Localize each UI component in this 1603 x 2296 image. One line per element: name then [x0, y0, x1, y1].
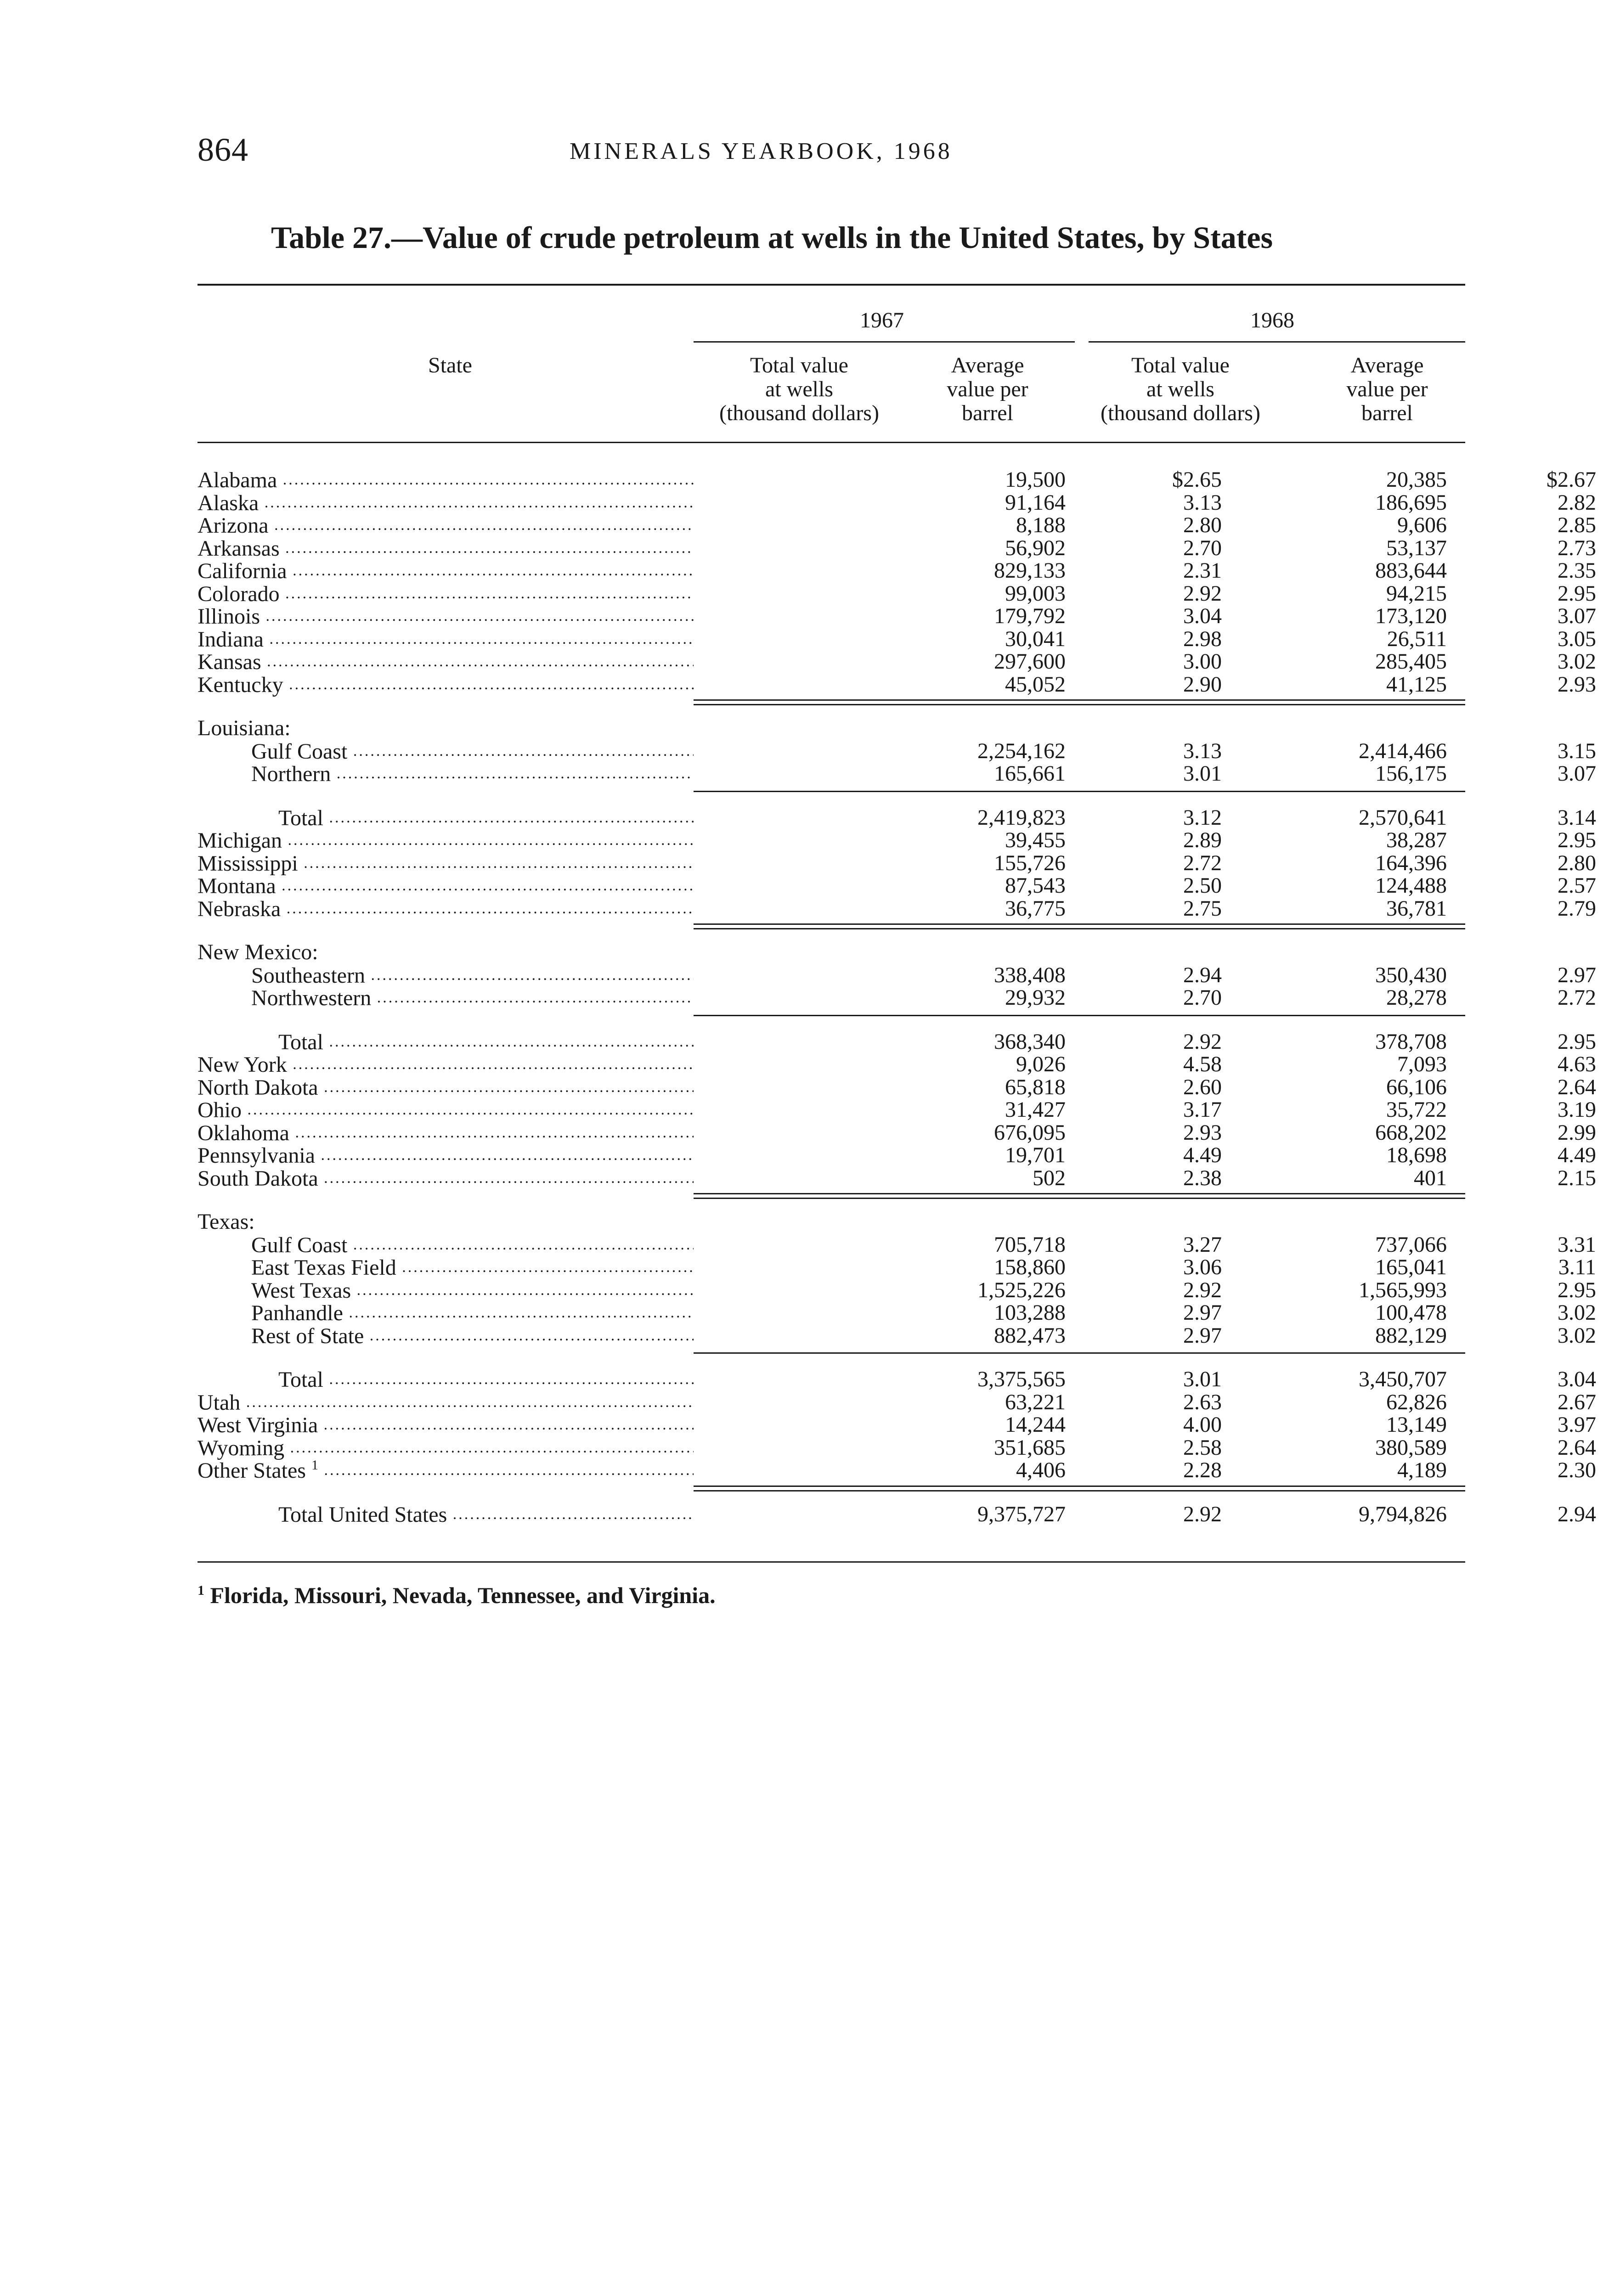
row-label [198, 964, 694, 987]
cell-value-1967: 9,375,727 [977, 1502, 1066, 1526]
table-row [198, 604, 1596, 628]
row-label [198, 1368, 694, 1391]
cell-value-1968: 737,066 [1375, 1232, 1447, 1257]
cell-value-1968: 882,129 [1375, 1323, 1447, 1348]
col-header-avg-1967: Average value per barrel [947, 353, 1028, 425]
cell-avg-1968: 2.95 [1558, 828, 1596, 852]
table-row [198, 1120, 1596, 1145]
cell-value-1968: 4,189 [1397, 1458, 1447, 1482]
cell-avg-1967: 3.04 [1183, 604, 1222, 628]
row-label-text: Nebraska [198, 897, 281, 921]
year-1967-rule [694, 341, 1075, 343]
table-bottom-rule [198, 1561, 1465, 1563]
cell-value-1967: 9,026 [1016, 1052, 1066, 1076]
table-row [198, 761, 1596, 786]
cell-avg-1968: 3.02 [1558, 649, 1596, 674]
cell-value-1968: 66,106 [1386, 1075, 1447, 1099]
cell-avg-1968: 2.99 [1558, 1120, 1596, 1145]
row-label [198, 717, 694, 740]
cell-value-1968: 20,385 [1386, 467, 1447, 492]
cell-value-1967: 30,041 [1005, 626, 1066, 651]
row-label-text: Alabama [198, 468, 277, 492]
row-label-text: West Virginia [198, 1413, 318, 1437]
cell-value-1967: 3,375,565 [977, 1367, 1066, 1391]
cell-avg-1967: 3.17 [1183, 1097, 1222, 1122]
cell-avg-1968: 2.57 [1558, 873, 1596, 898]
cell-avg-1968: 3.07 [1558, 604, 1596, 628]
cell-avg-1967: 2.97 [1183, 1323, 1222, 1348]
cell-value-1967: 1,525,226 [977, 1277, 1066, 1302]
row-label-text: New York [198, 1053, 287, 1076]
table-total-row [198, 1029, 1596, 1054]
table-group-heading [198, 717, 1465, 740]
section-rule [694, 928, 1465, 929]
cell-value-1968: 380,589 [1375, 1435, 1447, 1460]
row-label [198, 1391, 694, 1414]
row-label [198, 897, 694, 921]
row-label [198, 1030, 694, 1054]
cell-avg-1967: 2.90 [1183, 672, 1222, 697]
row-label [198, 1167, 694, 1190]
row-label-text: Arkansas [198, 536, 280, 560]
subtotal-rule [694, 1015, 1465, 1016]
row-label [198, 1413, 694, 1437]
cell-value-1968: 9,606 [1397, 513, 1447, 537]
row-label [198, 1144, 694, 1167]
cell-avg-1968: 2.64 [1558, 1075, 1596, 1099]
cell-value-1967: 63,221 [1005, 1390, 1066, 1414]
cell-avg-1968: 3.11 [1558, 1255, 1596, 1279]
cell-avg-1967: 2.92 [1183, 1029, 1222, 1054]
cell-value-1967: 179,792 [994, 604, 1066, 628]
row-label [198, 1503, 694, 1526]
cell-value-1968: 94,215 [1386, 581, 1447, 606]
cell-value-1967: 676,095 [994, 1120, 1066, 1145]
row-label-text: New Mexico: [198, 941, 318, 964]
row-label [198, 1121, 694, 1145]
year-1967-label: 1967 [860, 308, 904, 332]
table-row [198, 581, 1596, 606]
cell-avg-1968: 2.85 [1558, 513, 1596, 537]
cell-avg-1968: 3.14 [1558, 805, 1596, 830]
cell-value-1967: 297,600 [994, 649, 1066, 674]
table-title: Table 27.—Value of crude petroleum at wells in the United States, by States [271, 220, 1273, 255]
col-header-value-1967: Total value at wells (thousand dollars) [719, 353, 879, 425]
cell-avg-1968: 2.80 [1558, 850, 1596, 875]
row-label [198, 829, 694, 852]
table-row [198, 985, 1596, 1010]
cell-value-1967: 338,408 [994, 962, 1066, 987]
row-label-text: California [198, 559, 287, 583]
cell-value-1968: 124,488 [1375, 873, 1447, 898]
table-row [198, 962, 1596, 987]
cell-value-1968: 401 [1414, 1165, 1447, 1190]
cell-value-1967: 65,818 [1005, 1075, 1066, 1099]
row-label [198, 874, 694, 898]
cell-avg-1967: 3.13 [1183, 738, 1222, 763]
row-label-text: Kansas [198, 650, 261, 674]
row-label-text: Montana [198, 874, 276, 898]
cell-avg-1968: 3.07 [1558, 761, 1596, 786]
cell-value-1967: 158,860 [994, 1255, 1066, 1279]
row-label [198, 537, 694, 560]
section-rule [694, 704, 1465, 705]
row-label-text: Colorado [198, 582, 280, 606]
table-row [198, 626, 1596, 651]
cell-avg-1968: 3.15 [1558, 738, 1596, 763]
section-rule [694, 1193, 1465, 1194]
cell-avg-1968: 3.19 [1558, 1097, 1596, 1122]
cell-avg-1968: 3.02 [1558, 1323, 1596, 1348]
row-label [198, 762, 694, 786]
row-label [198, 468, 694, 492]
row-label-text: South Dakota [198, 1166, 318, 1190]
table-row [198, 1277, 1596, 1302]
row-label-text: Texas: [198, 1210, 255, 1233]
row-label-text: Northern [251, 762, 331, 786]
row-label [198, 740, 694, 763]
table-row [198, 1300, 1596, 1325]
cell-value-1968: 28,278 [1386, 985, 1447, 1010]
cell-avg-1967: 2.60 [1183, 1075, 1222, 1099]
row-label-text: Louisiana: [198, 717, 291, 740]
cell-value-1968: 883,644 [1375, 558, 1447, 583]
cell-avg-1968: 2.82 [1558, 490, 1596, 515]
cell-value-1968: 3,450,707 [1359, 1367, 1447, 1391]
cell-value-1968: 173,120 [1375, 604, 1447, 628]
cell-avg-1967: 4.00 [1183, 1412, 1222, 1437]
row-label-text: Mississippi [198, 851, 298, 875]
cell-avg-1967: 2.63 [1183, 1390, 1222, 1414]
section-rule [694, 1198, 1465, 1199]
row-label-text: Utah [198, 1390, 241, 1414]
cell-avg-1968: 3.31 [1558, 1232, 1596, 1257]
row-label-text: Total [278, 1368, 323, 1391]
footnote [198, 1582, 716, 1609]
col-header-avg-1968: Average value per barrel [1346, 353, 1428, 425]
cell-value-1968: 1,565,993 [1359, 1277, 1447, 1302]
cell-avg-1968: 4.63 [1558, 1052, 1596, 1076]
cell-value-1968: 26,511 [1387, 626, 1447, 651]
cell-value-1968: 35,722 [1386, 1097, 1447, 1122]
row-label [198, 986, 694, 1010]
cell-value-1967: 14,244 [1005, 1412, 1066, 1437]
cell-value-1968: 2,570,641 [1359, 805, 1447, 830]
cell-value-1968: 100,478 [1375, 1300, 1447, 1325]
row-label-text: Illinois [198, 605, 260, 628]
row-label-text: West Texas [251, 1278, 351, 1302]
row-footnote-marker: 1 [311, 1459, 318, 1473]
row-label [198, 1436, 694, 1460]
cell-avg-1967: 2.70 [1183, 985, 1222, 1010]
row-label [198, 605, 694, 628]
row-label [198, 582, 694, 606]
table-row [198, 1075, 1596, 1099]
cell-value-1967: 29,932 [1005, 985, 1066, 1010]
row-label-text: Southeastern [251, 963, 365, 987]
row-label [198, 1324, 694, 1348]
cell-avg-1967: 2.89 [1183, 828, 1222, 852]
row-label-text: Total [278, 806, 323, 830]
footnote-text: Florida, Missouri, Nevada, Tennessee, and Virginia. [210, 1582, 716, 1608]
cell-avg-1968: 3.97 [1558, 1412, 1596, 1437]
cell-value-1967: 91,164 [1005, 490, 1066, 515]
table-row [198, 850, 1596, 875]
row-label-text: Northwestern [251, 986, 372, 1010]
cell-avg-1968: 2.95 [1558, 1277, 1596, 1302]
table-row [198, 1143, 1596, 1167]
row-label [198, 1279, 694, 1302]
subtotal-rule [694, 791, 1465, 792]
cell-avg-1967: 2.31 [1183, 558, 1222, 583]
cell-avg-1967: 2.97 [1183, 1300, 1222, 1325]
year-1968-label: 1968 [1250, 308, 1294, 332]
cell-avg-1967: 3.00 [1183, 649, 1222, 674]
cell-value-1967: 87,543 [1005, 873, 1066, 898]
table-row [198, 1390, 1596, 1414]
row-label-text: Wyoming [198, 1436, 285, 1460]
cell-value-1968: 164,396 [1375, 850, 1447, 875]
table-row [198, 558, 1596, 583]
cell-avg-1967: 3.27 [1183, 1232, 1222, 1257]
row-label-text: East Texas Field [251, 1256, 396, 1279]
cell-avg-1968: 2.95 [1558, 581, 1596, 606]
cell-value-1968: 62,826 [1386, 1390, 1447, 1414]
cell-value-1967: 155,726 [994, 850, 1066, 875]
row-label [198, 1210, 694, 1233]
table-row [198, 672, 1596, 697]
table-row [198, 1232, 1596, 1257]
row-label [198, 1301, 694, 1325]
cell-avg-1967: 2.92 [1183, 1277, 1222, 1302]
col-header-value-1968: Total value at wells (thousand dollars) [1101, 353, 1260, 425]
cell-avg-1967: 4.49 [1183, 1143, 1222, 1167]
cell-avg-1967: 2.93 [1183, 1120, 1222, 1145]
row-label [198, 1459, 694, 1482]
cell-avg-1968: 3.04 [1558, 1367, 1596, 1391]
table-row [198, 513, 1596, 537]
cell-value-1968: 36,781 [1386, 896, 1447, 921]
row-label-text: Michigan [198, 829, 282, 852]
table-row [198, 1097, 1596, 1122]
row-label-text: Alaska [198, 491, 259, 515]
cell-value-1968: 9,794,826 [1359, 1502, 1447, 1526]
row-label-text: Kentucky [198, 673, 283, 697]
table-row [198, 738, 1596, 763]
row-label [198, 806, 694, 830]
row-label [198, 1233, 694, 1257]
cell-avg-1967: 2.80 [1183, 513, 1222, 537]
cell-avg-1968: 3.05 [1558, 626, 1596, 651]
table-row [198, 1165, 1596, 1190]
row-label [198, 1076, 694, 1099]
cell-value-1968: 378,708 [1375, 1029, 1447, 1054]
row-label-text: Oklahoma [198, 1121, 289, 1145]
row-label-text: Rest of State [251, 1324, 364, 1348]
cell-avg-1967: 3.06 [1183, 1255, 1222, 1279]
row-label [198, 559, 694, 583]
row-label [198, 1256, 694, 1279]
table-group-heading [198, 941, 1465, 964]
table-row [198, 467, 1596, 492]
cell-avg-1967: 4.58 [1183, 1052, 1222, 1076]
cell-avg-1968: 2.30 [1558, 1458, 1596, 1482]
cell-avg-1968: 2.72 [1558, 985, 1596, 1010]
row-label [198, 852, 694, 875]
subtotal-rule [694, 1352, 1465, 1354]
cell-avg-1968: 2.93 [1558, 672, 1596, 697]
table-group-heading [198, 1210, 1465, 1233]
table-row [198, 1052, 1596, 1076]
table-row [198, 896, 1596, 921]
row-label [198, 1098, 694, 1122]
cell-value-1967: 351,685 [994, 1435, 1066, 1460]
cell-value-1968: 18,698 [1386, 1143, 1447, 1167]
cell-avg-1967: 2.70 [1183, 535, 1222, 560]
cell-avg-1967: 3.13 [1183, 490, 1222, 515]
row-label-text: Ohio [198, 1098, 242, 1122]
cell-value-1967: 882,473 [994, 1323, 1066, 1348]
cell-value-1967: 99,003 [1005, 581, 1066, 606]
cell-value-1967: 8,188 [1016, 513, 1066, 537]
cell-avg-1967: 2.75 [1183, 896, 1222, 921]
table-row [198, 649, 1596, 674]
cell-value-1968: 165,041 [1375, 1255, 1447, 1279]
row-label [198, 650, 694, 674]
row-label-text: Other States [198, 1459, 306, 1482]
cell-value-1967: 39,455 [1005, 828, 1066, 852]
cell-avg-1967: 2.38 [1183, 1165, 1222, 1190]
cell-value-1968: 13,149 [1386, 1412, 1447, 1437]
cell-avg-1968: 2.79 [1558, 896, 1596, 921]
cell-avg-1968: 2.73 [1558, 535, 1596, 560]
footnote-marker: 1 [198, 1583, 204, 1598]
table-row [198, 1323, 1596, 1348]
row-label-text: North Dakota [198, 1075, 318, 1099]
cell-avg-1967: 3.01 [1183, 1367, 1222, 1391]
section-rule [694, 923, 1465, 925]
cell-value-1967: 56,902 [1005, 535, 1066, 560]
cell-value-1967: 36,775 [1005, 896, 1066, 921]
section-rule [694, 699, 1465, 701]
cell-avg-1968: 4.49 [1558, 1143, 1596, 1167]
cell-avg-1967: 3.12 [1183, 805, 1222, 830]
cell-value-1968: 2,414,466 [1359, 738, 1447, 763]
cell-avg-1968: 2.97 [1558, 962, 1596, 987]
cell-value-1967: 829,133 [994, 558, 1066, 583]
cell-avg-1967: 2.58 [1183, 1435, 1222, 1460]
section-rule [694, 1486, 1465, 1487]
cell-value-1967: 4,406 [1016, 1458, 1066, 1482]
cell-value-1967: 705,718 [994, 1232, 1066, 1257]
cell-avg-1967: 2.50 [1183, 873, 1222, 898]
row-label-text: Panhandle [251, 1301, 343, 1325]
cell-value-1968: 668,202 [1375, 1120, 1447, 1145]
cell-avg-1967: 2.94 [1183, 962, 1222, 987]
cell-value-1967: 165,661 [994, 761, 1066, 786]
cell-value-1968: 350,430 [1375, 962, 1447, 987]
cell-value-1967: 31,427 [1005, 1097, 1066, 1122]
row-label-text: Arizona [198, 514, 269, 537]
cell-value-1968: 53,137 [1386, 535, 1447, 560]
cell-value-1967: 2,419,823 [977, 805, 1066, 830]
cell-avg-1967: 3.01 [1183, 761, 1222, 786]
cell-value-1968: 156,175 [1375, 761, 1447, 786]
cell-value-1967: 103,288 [994, 1300, 1066, 1325]
row-label [198, 941, 694, 964]
row-label-text: Total [278, 1030, 323, 1054]
cell-value-1968: 41,125 [1386, 672, 1447, 697]
table-row [198, 1255, 1596, 1279]
cell-avg-1968: 2.35 [1558, 558, 1596, 583]
page-number: 864 [198, 131, 248, 168]
cell-avg-1968: 2.94 [1558, 1502, 1596, 1526]
row-label [198, 1053, 694, 1076]
section-rule [694, 1490, 1465, 1491]
cell-value-1968: 38,287 [1386, 828, 1447, 852]
cell-avg-1967: 2.72 [1183, 850, 1222, 875]
table-total-row [198, 1367, 1596, 1391]
cell-value-1967: 2,254,162 [977, 738, 1066, 763]
cell-value-1967: 45,052 [1005, 672, 1066, 697]
cell-value-1967: 19,701 [1005, 1143, 1066, 1167]
top-rule [198, 284, 1465, 286]
row-label [198, 491, 694, 515]
row-label-text: Gulf Coast [251, 1233, 348, 1257]
cell-value-1967: 368,340 [994, 1029, 1066, 1054]
row-label-text: Total United States [278, 1503, 447, 1526]
row-label-text: Indiana [198, 627, 264, 651]
cell-value-1967: 19,500 [1005, 467, 1066, 492]
header-bottom-rule [198, 442, 1465, 443]
cell-avg-1968: 2.67 [1558, 1390, 1596, 1414]
cell-avg-1968: 2.64 [1558, 1435, 1596, 1460]
row-label-text: Gulf Coast [251, 739, 348, 763]
row-label [198, 514, 694, 537]
stub-header: State [428, 353, 472, 377]
table-total-row [198, 1502, 1596, 1526]
table-row [198, 1435, 1596, 1460]
cell-avg-1967: 2.92 [1183, 1502, 1222, 1526]
cell-value-1968: 186,695 [1375, 490, 1447, 515]
table-row [198, 490, 1596, 515]
table-row [198, 873, 1596, 898]
year-1968-rule [1089, 341, 1465, 343]
cell-avg-1967: $2.65 [1172, 467, 1222, 492]
cell-avg-1967: 2.28 [1183, 1458, 1222, 1482]
table-row [198, 1458, 1596, 1482]
cell-avg-1968: 2.95 [1558, 1029, 1596, 1054]
table-row [198, 828, 1596, 852]
cell-avg-1968: $2.67 [1547, 467, 1596, 492]
cell-value-1967: 502 [1033, 1165, 1066, 1190]
row-label-text: Pennsylvania [198, 1144, 315, 1167]
cell-value-1968: 7,093 [1397, 1052, 1447, 1076]
cell-avg-1968: 2.15 [1558, 1165, 1596, 1190]
row-label [198, 673, 694, 697]
cell-avg-1967: 2.92 [1183, 581, 1222, 606]
row-label [198, 628, 694, 651]
cell-avg-1968: 3.02 [1558, 1300, 1596, 1325]
cell-avg-1967: 2.98 [1183, 626, 1222, 651]
cell-value-1968: 285,405 [1375, 649, 1447, 674]
table-row [198, 1412, 1596, 1437]
table-row [198, 535, 1596, 560]
table-total-row [198, 805, 1596, 830]
running-title: MINERALS YEARBOOK, 1968 [570, 138, 953, 164]
